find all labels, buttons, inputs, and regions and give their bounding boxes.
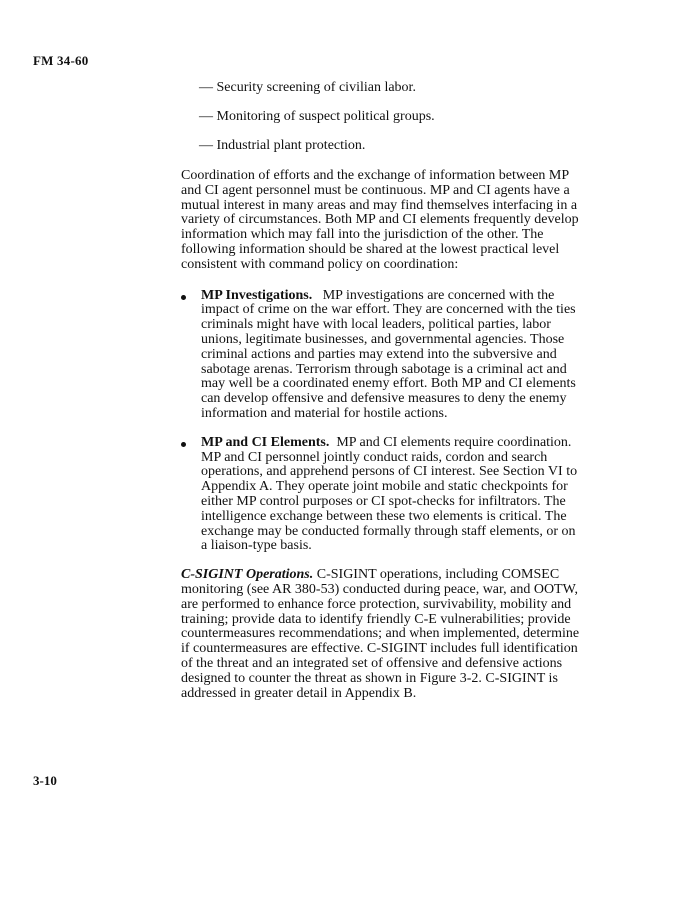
- dash-item-industrial-plant-protection: — Industrial plant protection.: [199, 138, 366, 153]
- dash-item-monitoring-political-groups: — Monitoring of suspect political groups.: [199, 109, 435, 124]
- csigint-body: C-SIGINT operations, including COMSEC monitoring (see AR 380-53) conducted during peace, war, and OOTW, are performed to enhance force protection, survivability, mobility and training; provide data to identify friendly C-E vulnerabilities; provide countermeasures recommendations; and when implemented, determine if countermeasures are effective. C-SIGINT includes full identification of the threat and an integrated set of offensive and defensive actions designed to counter the threat as shown in Figure 3-2. C-SIGINT is addressed in greater detail in Appendix B.: [181, 567, 580, 701]
- intro-paragraph: Coordination of efforts and the exchange of information between MP and CI agent personnel must be continuous. MP and CI agents have a mutual interest in many areas and may find themselves interfacing in a variety of circumstances. Both MP and CI elements frequently develop information which may fall into the jurisdiction of the other. The following information should be shared at the lowest practical level consistent with command policy on coordination:: [181, 168, 579, 272]
- bullet-mp-investigations: [181, 289, 581, 422]
- bullet-list: [181, 289, 581, 555]
- dash-list: [199, 80, 619, 167]
- bullet-icon: [181, 442, 186, 447]
- csigint-lead: C-SIGINT Operations.: [181, 567, 314, 583]
- bullet-icon: [181, 295, 186, 300]
- csigint-paragraph: [181, 568, 581, 701]
- bullet-lead-mp-investigations: MP Investigations.: [201, 287, 313, 303]
- bullet-body-mp-investigations: MP investigations are concerned with the impact of crime on the war effort. They are concerned with the ties criminals might have with local leaders, political parties, labor unions, legitimate businesses, and governmental agencies. Those criminal actions and parties may extend into the subversive and sabotage arenas. Terrorism through sabotage is a criminal act and may well be a coordinated enemy effort. Both MP and CI elements can develop offensive and defensive measures to deny the enemy information and material for hostile actions.: [201, 287, 576, 421]
- bullet-mp-ci-elements: [181, 436, 581, 554]
- dash-item-security-screening: — Security screening of civilian labor.: [199, 80, 416, 95]
- page-number: 3-10: [33, 773, 57, 788]
- bullet-lead-mp-ci-elements: MP and CI Elements.: [201, 434, 330, 450]
- bullet-body-mp-ci-elements: MP and CI elements require coordination. MP and CI personnel jointly conduct raids, cordon and search operations, and apprehend persons of CI interest. See Section VI to Appendix A. They operate joint mobile and static checkpoints for either MP control purposes or CI spot-checks for infiltrators. The intelligence exchange between these two elements is critical. The exchange may be conducted formally through staff elements, or on a liaison-type basis.: [201, 434, 578, 554]
- main-column: [181, 169, 581, 701]
- document-code: FM 34-60: [33, 53, 89, 68]
